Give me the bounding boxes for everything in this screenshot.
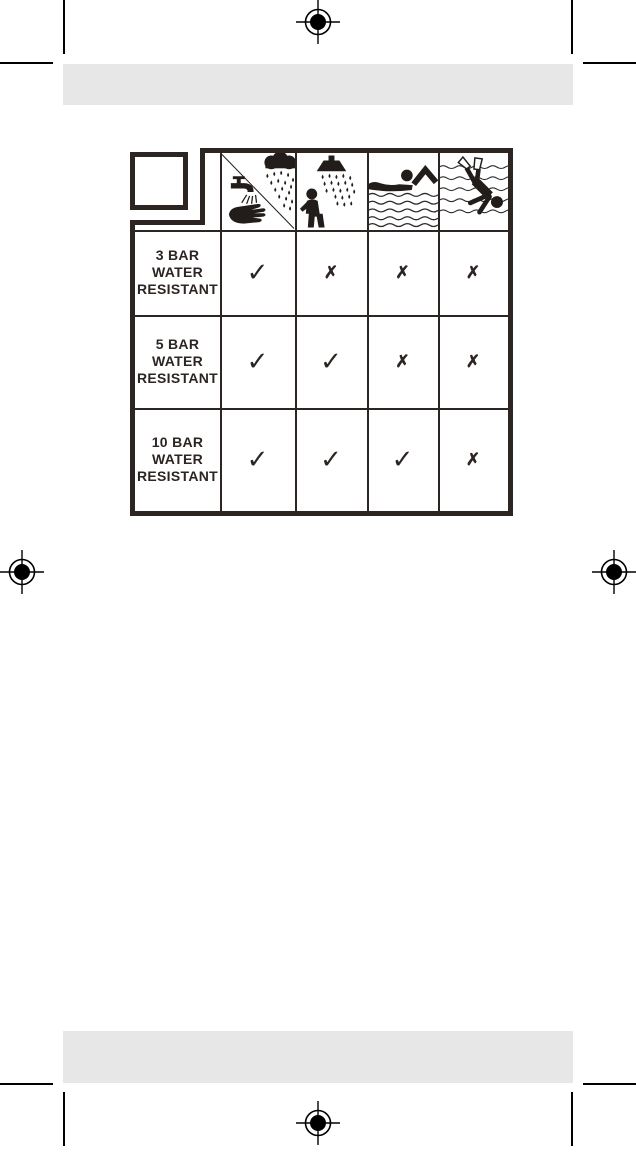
row-label-line: WATER [151,264,203,280]
table-border [130,511,513,516]
registration-mark-icon [296,0,340,44]
shower-icon [296,153,367,230]
crop-mark [571,1092,573,1146]
row-label-line: 10 BAR [151,434,204,450]
result-symbol: ✓ [320,444,342,474]
crop-mark [63,1092,65,1146]
result-symbol: ✓ [246,444,269,474]
crop-mark [0,1083,53,1085]
registration-mark-icon [0,550,44,594]
result-symbol: ✓ [391,444,414,474]
registration-mark-icon [296,1101,340,1145]
diving-icon [439,153,508,230]
table-border [200,148,205,225]
result-symbol: ✓ [246,257,269,287]
header-band [63,64,573,105]
result-symbol: ✗ [395,351,410,371]
row-label-line: RESISTANT [137,370,218,386]
swimming-icon [368,153,438,230]
table-border [508,148,513,516]
row-label-line: WATER [151,451,203,467]
result-symbol: ✗ [323,262,339,282]
crop-mark [63,0,65,54]
registration-mark-icon [592,550,636,594]
result-symbol: ✗ [465,351,481,371]
row-label [135,230,220,315]
row-label-line: WATER [151,353,203,369]
footer-band [63,1031,573,1083]
table-border [130,220,205,225]
result-symbol: ✗ [395,262,410,282]
row-label [135,408,220,511]
crop-mark [0,62,53,64]
result-symbol: ✓ [246,346,269,376]
row-label-line: RESISTANT [137,468,218,484]
row-label-line: 5 BAR [155,336,200,352]
table-corner-box [130,152,188,210]
result-symbol: ✗ [465,449,481,469]
result-symbol: ✓ [320,346,342,376]
handwash-rain-icon [221,153,295,230]
row-label-line: RESISTANT [137,281,218,297]
water-resistance-table [130,148,513,516]
row-label [135,315,220,408]
result-symbol: ✗ [465,262,481,282]
row-label-line: 3 BAR [155,247,200,263]
crop-mark [583,62,636,64]
crop-mark [571,0,573,54]
crop-mark [583,1083,636,1085]
